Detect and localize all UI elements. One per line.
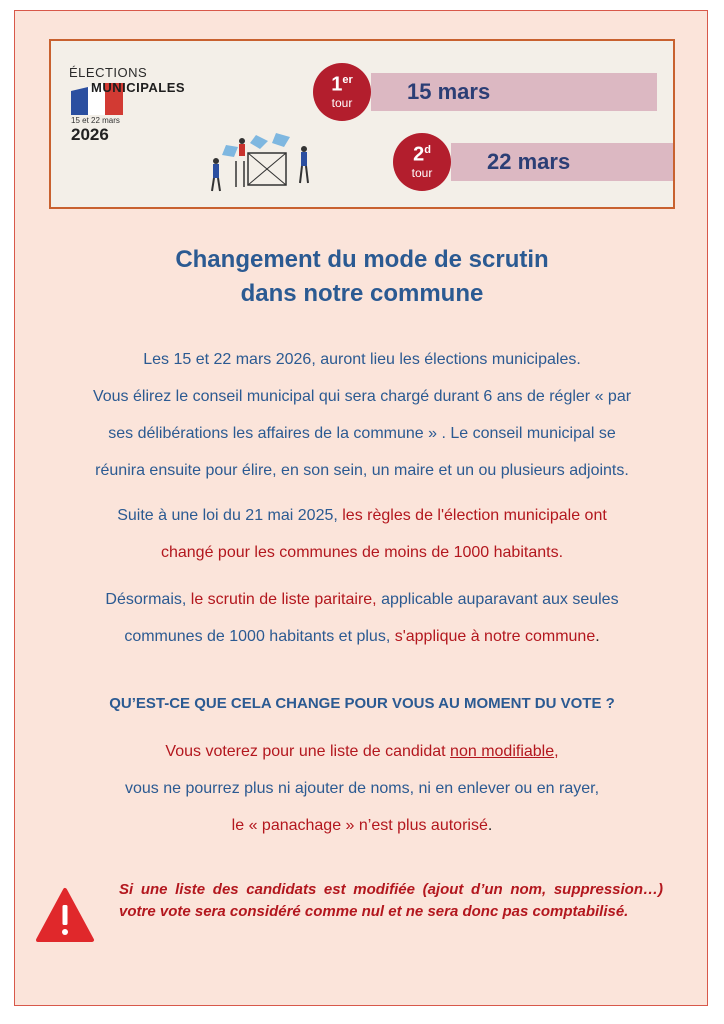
warning-triangle-icon	[35, 887, 95, 945]
scrutin-red1: le scrutin de liste paritaire,	[190, 591, 382, 608]
intro-line2: Vous élirez le conseil municipal qui sera chargé durant 6 ans de régler « par	[92, 388, 632, 405]
tour1-number: 1	[331, 73, 343, 96]
voters-ballot-box-icon	[206, 131, 326, 201]
tour2-suffix: d	[424, 144, 431, 156]
law-text-red2: changé pour les communes de moins de 1000 habitants.	[160, 544, 564, 561]
intro-paragraph	[35, 341, 689, 489]
tour1-suffix: er	[342, 74, 353, 86]
brand-municipales: MUNICIPALES	[91, 80, 186, 95]
law-text-blue: Suite à une loi du 21 mai 2025,	[117, 507, 343, 524]
scrutin-blue3: communes de 1000 habitants et plus,	[124, 628, 395, 645]
tour2-word: tour	[411, 165, 433, 180]
scrutin-blue1: Désormais,	[105, 591, 191, 608]
vote-paragraph	[35, 733, 689, 844]
scrutin-period: .	[595, 628, 600, 645]
title-line2: dans notre commune	[240, 280, 484, 307]
tour2-badge	[393, 133, 451, 191]
intro-line1: Les 15 et 22 mars 2026, auront lieu les élections municipales.	[143, 351, 581, 368]
scrutin-red2: s'applique à notre commune	[394, 628, 596, 645]
vote-red1: Vous voterez pour une liste de candidat	[165, 743, 451, 760]
tour1-date: 15 mars	[407, 79, 491, 104]
brand-elections: ÉLECTIONS	[69, 65, 148, 80]
warning-text: Si une liste des candidats est modifiée (ajout d’un nom, suppression…) votre vote sera considéré comme nul et ne sera donc pas comptabilisé.	[119, 881, 663, 920]
brand-year: 2026	[71, 125, 109, 144]
question-heading: QU’EST-CE QUE CELA CHANGE POUR VOUS AU MOMENT DU VOTE ?	[109, 695, 615, 712]
vote-red2: le « panachage » n’est plus autorisé	[231, 817, 488, 834]
tour1-word: tour	[331, 95, 353, 110]
title-line1: Changement du mode de scrutin	[175, 246, 549, 273]
vote-non-modifiable: non modifiable	[450, 743, 555, 760]
vote-red1-end: ,	[554, 743, 559, 760]
page-title	[15, 243, 709, 311]
tour1-badge	[313, 63, 371, 121]
vote-blue: vous ne pourrez plus ni ajouter de noms, ni en enlever ou en rayer,	[124, 780, 600, 797]
scrutin-paragraph	[35, 581, 689, 655]
scrutin-blue2: applicable auparavant aux seules	[381, 591, 619, 608]
law-text-red1: les règles de l'élection municipale ont	[342, 507, 607, 524]
elections-banner	[49, 39, 675, 209]
law-paragraph	[35, 497, 689, 571]
intro-line3: ses délibérations les affaires de la commune » . Le conseil municipal se	[108, 425, 616, 442]
tour2-number: 2	[413, 143, 425, 166]
flyer-page	[14, 10, 708, 1006]
brand-dates: 15 et 22 mars	[71, 116, 120, 125]
tour2-date: 22 mars	[487, 149, 571, 174]
intro-line4: réunira ensuite pour élire, en son sein, un maire et un ou plusieurs adjoints.	[95, 462, 629, 479]
vote-period: .	[487, 817, 493, 834]
